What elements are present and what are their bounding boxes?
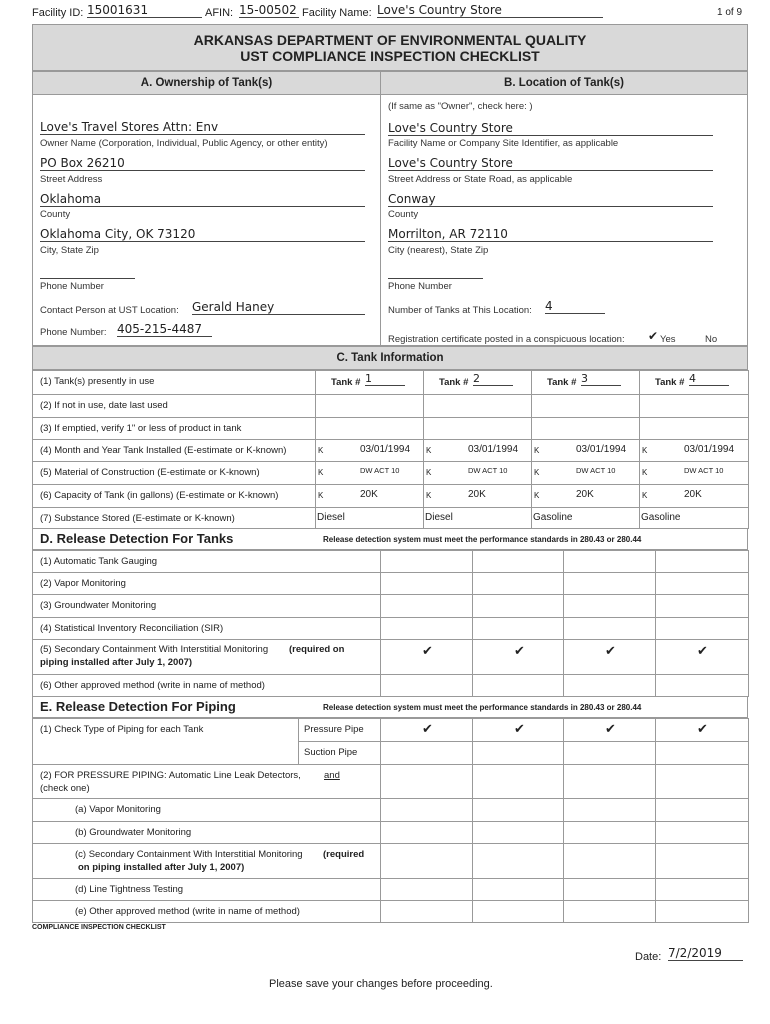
contact-person-field[interactable]: Gerald Haney [192, 300, 365, 315]
leak-detector-cell[interactable] [472, 798, 564, 822]
checkmark-icon[interactable]: ✔ [605, 721, 616, 736]
location-phone-field[interactable] [388, 264, 483, 279]
release-detection-cell[interactable] [380, 674, 473, 697]
num-tanks-label: Number of Tanks at This Location: [388, 305, 532, 316]
release-detection-cell[interactable] [655, 617, 749, 640]
location-street-field[interactable]: Love's Country Store [388, 156, 713, 171]
tank-info-row-label: (7) Substance Stored (E-estimate or K-known) [40, 513, 235, 524]
k-known-marker: K [534, 446, 540, 455]
checkmark-icon[interactable]: ✔ [422, 721, 433, 736]
save-note: Please save your changes before proceeding. [269, 978, 493, 990]
tank-info-cell[interactable] [531, 417, 640, 440]
leak-detector-cell[interactable] [380, 798, 473, 822]
owner-county-field[interactable]: Oklahoma [40, 192, 365, 207]
release-detection-cell[interactable] [563, 617, 656, 640]
release-detection-label-bold: piping installed after July 1, 2007) [40, 657, 193, 668]
leak-detector-cell[interactable] [563, 843, 656, 879]
checkmark-icon[interactable]: ✔ [514, 643, 525, 658]
tank-value[interactable]: 20K [684, 489, 702, 500]
piping-cell[interactable] [472, 741, 564, 765]
k-known-marker: K [318, 491, 324, 500]
piping-cell[interactable] [563, 741, 656, 765]
leak-detector-cell[interactable] [655, 843, 749, 879]
release-detection-cell[interactable] [655, 550, 749, 573]
tank-value[interactable]: DW ACT 10 [576, 466, 616, 475]
title-line-1: ARKANSAS DEPARTMENT OF ENVIRONMENTAL QUALITY [193, 32, 587, 48]
leak-detector-label: (2) FOR PRESSURE PIPING: Automatic Line Leak Detectors, [40, 770, 301, 781]
k-known-marker: K [642, 491, 648, 500]
reg-cert-yes-label: Yes [660, 334, 676, 345]
leak-detector-cell[interactable] [655, 878, 749, 901]
section-b-title: B. Location of Tank(s) [504, 77, 624, 89]
tank-info-cell[interactable] [315, 417, 424, 440]
leak-detector-option-bold: on piping installed after July 1, 2007) [78, 862, 245, 873]
leak-detector-cell[interactable] [655, 900, 749, 923]
section-c-title: C. Tank Information [336, 352, 444, 364]
leak-detector-cell[interactable] [380, 900, 473, 923]
leak-detector-cell[interactable] [472, 764, 564, 799]
checkmark-icon[interactable]: ✔ [514, 721, 525, 736]
checkmark-icon[interactable]: ✔ [422, 643, 433, 658]
leak-detector-cell[interactable] [472, 821, 564, 844]
release-detection-label: (4) Statistical Inventory Reconciliation (SIR) [40, 623, 224, 634]
tank-number-field[interactable]: 4 [689, 372, 729, 386]
release-detection-label: (2) Vapor Monitoring [40, 578, 126, 589]
tank-number-field[interactable]: 1 [365, 372, 405, 386]
tank-value[interactable]: 03/01/1994 [468, 444, 519, 455]
owner-city-label: City, State Zip [40, 245, 99, 256]
leak-detector-cell[interactable] [380, 764, 473, 799]
tank-number-label: Tank # [655, 377, 685, 388]
owner-street-field[interactable]: PO Box 26210 [40, 156, 365, 171]
leak-detector-cell[interactable] [563, 764, 656, 799]
leak-detector-option: (c) Secondary Containment With Interstitial Monitoring [75, 849, 303, 860]
leak-detector-cell[interactable] [563, 798, 656, 822]
tank-value[interactable]: 20K [576, 489, 594, 500]
date-field[interactable]: 7/2/2019 [668, 946, 743, 961]
leak-detector-cell[interactable] [472, 878, 564, 901]
section-a-header [32, 71, 381, 95]
release-detection-cell[interactable] [655, 594, 749, 618]
checkmark-icon[interactable]: ✔ [697, 721, 708, 736]
tank-info-cell[interactable] [423, 394, 532, 418]
leak-detector-cell[interactable] [655, 764, 749, 799]
tank-number-field[interactable]: 3 [581, 372, 621, 386]
section-a-title: A. Ownership of Tank(s) [140, 77, 273, 89]
k-known-marker: K [426, 446, 432, 455]
piping-cell[interactable] [655, 741, 749, 765]
tank-value[interactable]: Gasoline [533, 512, 573, 523]
leak-detector-cell[interactable] [655, 821, 749, 844]
location-county-label: County [388, 209, 419, 220]
owner-phone-label: Phone Number [40, 281, 104, 292]
tank-info-cell[interactable] [423, 417, 532, 440]
owner-name-label: Owner Name (Corporation, Individual, Public Agency, or other entity) [40, 138, 328, 149]
release-detection-cell[interactable] [563, 572, 656, 595]
owner-name-field[interactable]: Love's Travel Stores Attn: Env [40, 120, 365, 135]
afin-label: AFIN: [205, 7, 234, 19]
release-detection-cell[interactable] [380, 617, 473, 640]
release-detection-cell[interactable] [472, 617, 564, 640]
location-phone-label: Phone Number [388, 281, 452, 292]
release-detection-cell[interactable] [655, 674, 749, 697]
title-line-2: UST COMPLIANCE INSPECTION CHECKLIST [240, 48, 540, 64]
leak-detector-cell[interactable] [472, 900, 564, 923]
leak-detector-cell[interactable] [380, 821, 473, 844]
k-known-marker: K [318, 468, 324, 477]
same-as-owner-label: (If same as "Owner", check here: ) [388, 101, 533, 112]
reg-cert-label: Registration certificate posted in a conspicuous location: [388, 334, 625, 345]
facility-name-field[interactable]: Love's Country Store [377, 3, 603, 18]
location-street-label: Street Address or State Road, as applicable [388, 174, 573, 185]
location-city-label: City (nearest), State Zip [388, 245, 489, 256]
leak-detector-option-bold: (required [323, 849, 365, 860]
tank-number-label: Tank # [547, 377, 577, 388]
footer-checklist-label: COMPLIANCE INSPECTION CHECKLIST [32, 924, 166, 931]
tank-number-label: Tank # [331, 377, 361, 388]
tank-value[interactable]: Diesel [425, 512, 453, 523]
release-detection-cell[interactable] [563, 674, 656, 697]
k-known-marker: K [642, 468, 648, 477]
release-detection-cell[interactable] [380, 572, 473, 595]
section-c-header [32, 346, 748, 370]
owner-phone-field[interactable] [40, 264, 135, 279]
release-detection-cell[interactable] [472, 674, 564, 697]
k-known-marker: K [426, 491, 432, 500]
leak-detector-and: and [324, 770, 340, 781]
facility-id-field[interactable]: 15001631 [87, 3, 202, 18]
k-known-marker: K [534, 491, 540, 500]
tank-info-cell[interactable] [315, 394, 424, 418]
reg-cert-yes-check[interactable]: ✔ [648, 329, 659, 343]
release-detection-cell[interactable] [472, 572, 564, 595]
form-title [32, 24, 748, 71]
tank-value[interactable]: Diesel [317, 512, 345, 523]
k-known-marker: K [534, 468, 540, 477]
release-detection-label: (6) Other approved method (write in name of method) [40, 680, 265, 691]
page-number: 1 of 9 [717, 7, 743, 18]
owner-city-field[interactable]: Oklahoma City, OK 73120 [40, 227, 365, 242]
tank-value[interactable]: DW ACT 10 [360, 466, 400, 475]
release-detection-cell[interactable] [380, 594, 473, 618]
num-tanks-field[interactable]: 4 [545, 299, 605, 314]
release-detection-label: (3) Groundwater Monitoring [40, 600, 157, 611]
leak-detector-option: (a) Vapor Monitoring [75, 804, 161, 815]
contact-phone-field[interactable]: 405-215-4487 [117, 322, 212, 337]
leak-detector-cell[interactable] [655, 798, 749, 822]
tank-info-row-label: (2) If not in use, date last used [40, 400, 168, 411]
release-detection-cell[interactable] [380, 550, 473, 573]
owner-street-label: Street Address [40, 174, 103, 185]
afin-field[interactable]: 15-00502 [239, 3, 299, 18]
piping-cell[interactable] [380, 741, 473, 765]
leak-detector-option: (b) Groundwater Monitoring [75, 827, 192, 838]
checkmark-icon[interactable]: ✔ [605, 643, 616, 658]
leak-detector-label: (check one) [40, 783, 90, 794]
section-e-title: E. Release Detection For Piping [40, 699, 236, 714]
tank-info-row-label: (1) Tank(s) presently in use [40, 376, 155, 387]
release-detection-cell[interactable] [563, 550, 656, 573]
pressure-pipe-label: Pressure Pipe [304, 724, 364, 735]
leak-detector-cell[interactable] [380, 878, 473, 901]
section-e-note: Release detection system must meet the performance standards in 280.43 or 280.44 [323, 703, 642, 712]
tank-info-row-label: (4) Month and Year Tank Installed (E-estimate or K-known) [40, 445, 287, 456]
leak-detector-cell[interactable] [380, 843, 473, 879]
tank-info-row-label: (5) Material of Construction (E-estimate or K-known) [40, 467, 260, 478]
tank-number-field[interactable]: 2 [473, 372, 513, 386]
tank-value[interactable]: 03/01/1994 [684, 444, 735, 455]
contact-person-label: Contact Person at UST Location: [40, 305, 179, 316]
facility-name-label: Facility Name: [302, 7, 372, 19]
release-detection-cell[interactable] [472, 594, 564, 618]
reg-cert-no-label: No [705, 334, 718, 345]
tank-info-cell[interactable] [639, 417, 749, 440]
facility-id-label: Facility ID: [32, 7, 84, 19]
tank-value[interactable]: DW ACT 10 [468, 466, 508, 475]
location-city-field[interactable]: Morrilton, AR 72110 [388, 227, 713, 242]
leak-detector-cell[interactable] [563, 821, 656, 844]
suction-pipe-label: Suction Pipe [304, 747, 358, 758]
release-detection-label: (5) Secondary Containment With Interstitial Monitoring [40, 644, 269, 655]
tank-value[interactable]: DW ACT 10 [684, 466, 724, 475]
k-known-marker: K [426, 468, 432, 477]
release-detection-cell[interactable] [655, 572, 749, 595]
section-d-note: Release detection system must meet the performance standards in 280.43 or 280.44 [323, 535, 642, 544]
tank-value[interactable]: 03/01/1994 [360, 444, 411, 455]
section-b-header [380, 71, 748, 95]
header-bar [32, 3, 747, 23]
leak-detector-cell[interactable] [472, 843, 564, 879]
k-known-marker: K [642, 446, 648, 455]
checkmark-icon[interactable]: ✔ [697, 643, 708, 658]
tank-info-row-label: (3) If emptied, verify 1" or less of product in tank [40, 423, 242, 434]
tank-number-label: Tank # [439, 377, 469, 388]
location-facility-field[interactable]: Love's Country Store [388, 121, 713, 136]
location-facility-label: Facility Name or Company Site Identifier, as applicable [388, 138, 619, 149]
tank-info-row-label: (6) Capacity of Tank (in gallons) (E-estimate or K-known) [40, 490, 279, 501]
tank-value[interactable]: 20K [360, 489, 378, 500]
date-label: Date: [635, 951, 662, 963]
tank-info-cell[interactable] [639, 394, 749, 418]
tank-value[interactable]: Gasoline [641, 512, 681, 523]
tank-value[interactable]: 03/01/1994 [576, 444, 627, 455]
tank-value[interactable]: 20K [468, 489, 486, 500]
leak-detector-cell[interactable] [563, 878, 656, 901]
location-county-field[interactable]: Conway [388, 192, 713, 207]
leak-detector-cell[interactable] [563, 900, 656, 923]
release-detection-cell[interactable] [472, 550, 564, 573]
release-detection-label: (1) Automatic Tank Gauging [40, 556, 158, 567]
release-detection-cell[interactable] [563, 594, 656, 618]
owner-county-label: County [40, 209, 71, 220]
contact-phone-label: Phone Number: [40, 327, 107, 338]
leak-detector-option: (d) Line Tightness Testing [75, 884, 184, 895]
leak-detector-option: (e) Other approved method (write in name of method) [75, 906, 300, 917]
tank-info-cell[interactable] [531, 394, 640, 418]
release-detection-label-bold: (required on [289, 644, 345, 655]
piping-type-label: (1) Check Type of Piping for each Tank [40, 724, 204, 735]
section-d-title: D. Release Detection For Tanks [40, 531, 234, 546]
k-known-marker: K [318, 446, 324, 455]
